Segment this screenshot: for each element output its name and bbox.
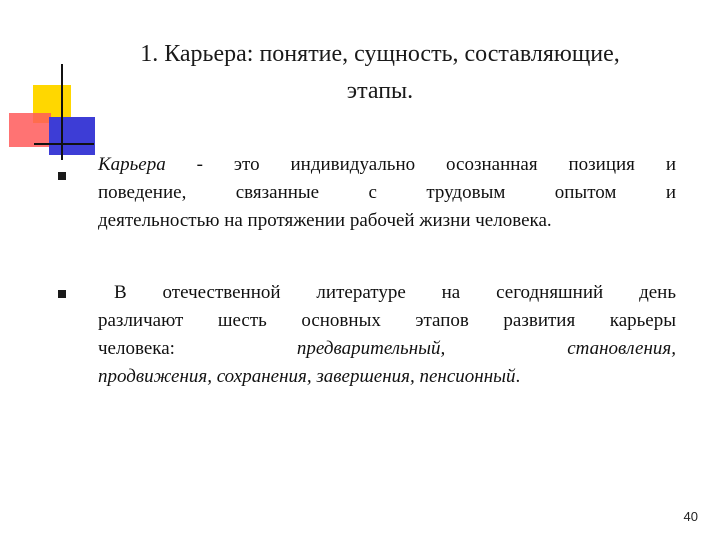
paragraph-1-line-3: деятельностью на протяжении рабочей жизни человека. [98,210,552,231]
paragraph-2-line-2: различают шесть основных этапов развития карьеры [98,310,676,331]
italic-term: Карьера [98,154,166,175]
bullet-marker-1 [58,172,66,180]
slide-title-line-1: 1. Карьера: понятие, сущность, составляющие, [140,41,620,67]
paragraph-2-line-3: человека: предварительный, становления, [98,338,676,359]
paragraph-1-line-2: поведение, связанные с трудовым опытом и [98,182,676,203]
bullet-paragraph-2 [98,279,676,391]
bullet-marker-2 [58,290,66,298]
slide-number: 40 [683,509,698,524]
slide-title [70,36,690,110]
blue-square [49,117,95,155]
paragraph-2-line-4: продвижения, сохранения, завершения, пенсионный. [98,366,521,387]
paragraph-2-line-1: В отечественной литературе на сегодняшний день [114,282,676,303]
paragraph-1-line-1: Карьера - это индивидуально осознанная позиция и [98,154,676,175]
slide-title-line-2: этапы. [346,78,414,104]
red-square [9,113,51,147]
bullet-paragraph-1 [98,151,676,235]
